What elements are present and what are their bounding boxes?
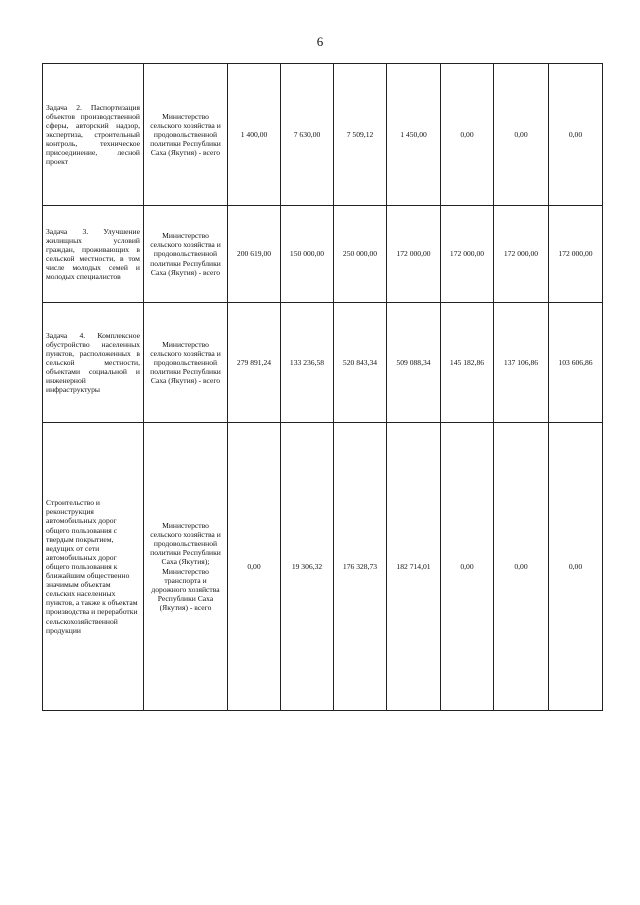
value-cell: 0,00 [441,64,494,206]
value-cell: 172 000,00 [441,206,494,303]
value-cell: 7 509,12 [334,64,387,206]
value-cell: 1 400,00 [228,64,281,206]
value-cell: 0,00 [494,64,549,206]
task-cell: Задача 4. Комплексное обустройство населенных пунктов, расположенных в сельской местности, объектами социальной и инженерной инфраструктуры [43,303,144,423]
value-cell: 0,00 [549,64,603,206]
value-cell: 279 891,24 [228,303,281,423]
value-cell: 182 714,01 [387,423,441,711]
value-cell: 133 236,58 [281,303,334,423]
value-cell: 200 619,00 [228,206,281,303]
value-cell: 145 182,86 [441,303,494,423]
value-cell: 0,00 [549,423,603,711]
value-cell: 172 000,00 [387,206,441,303]
page-number: 6 [316,34,324,49]
value-cell: 172 000,00 [549,206,603,303]
value-cell: 509 088,34 [387,303,441,423]
ministry-cell: Министерство сельского хозяйства и продовольственной политики Республики Саха (Якутия) - всего [144,303,228,423]
value-cell: 172 000,00 [494,206,549,303]
table-row [43,206,603,303]
value-cell: 1 450,00 [387,64,441,206]
table-row [43,64,603,206]
value-cell: 0,00 [494,423,549,711]
table-row [43,423,603,711]
ministry-cell: Министерство сельского хозяйства и продовольственной политики Республики Саха (Якутия) - всего [144,206,228,303]
budget-table [42,63,603,711]
value-cell: 103 606,86 [549,303,603,423]
ministry-cell: Министерство сельского хозяйства и продовольственной политики Республики Саха (Якутия); Министерство транспорта и дорожного хозяйства Республики Саха (Якутия) - всего [144,423,228,711]
value-cell: 150 000,00 [281,206,334,303]
value-cell: 176 328,73 [334,423,387,711]
value-cell: 19 306,32 [281,423,334,711]
task-cell: Задача 3. Улучшение жилищных условий граждан, проживающих в сельской местности, в том числе молодых семей и молодых специалистов [43,206,144,303]
task-cell: Задача 2. Паспортизация объектов производственной сферы, авторский надзор, экспертиза, строительный контроль, техническое присоединение, лесной проект [43,64,144,206]
ministry-cell: Министерство сельского хозяйства и продовольственной политики Республики Саха (Якутия) - всего [144,64,228,206]
value-cell: 520 843,34 [334,303,387,423]
value-cell: 7 630,00 [281,64,334,206]
value-cell: 0,00 [441,423,494,711]
value-cell: 250 000,00 [334,206,387,303]
value-cell: 0,00 [228,423,281,711]
value-cell: 137 106,86 [494,303,549,423]
task-cell: Строительство и реконструкция автомобильных дорог общего пользования с твердым покрытием, ведущих от сети автомобильных дорог общего пользования к ближайшим общественно значимым объектам сельских населенных пунктов, а также к объектам производства и переработки сельскохозяйственной продукции [43,423,144,711]
table-row [43,303,603,423]
